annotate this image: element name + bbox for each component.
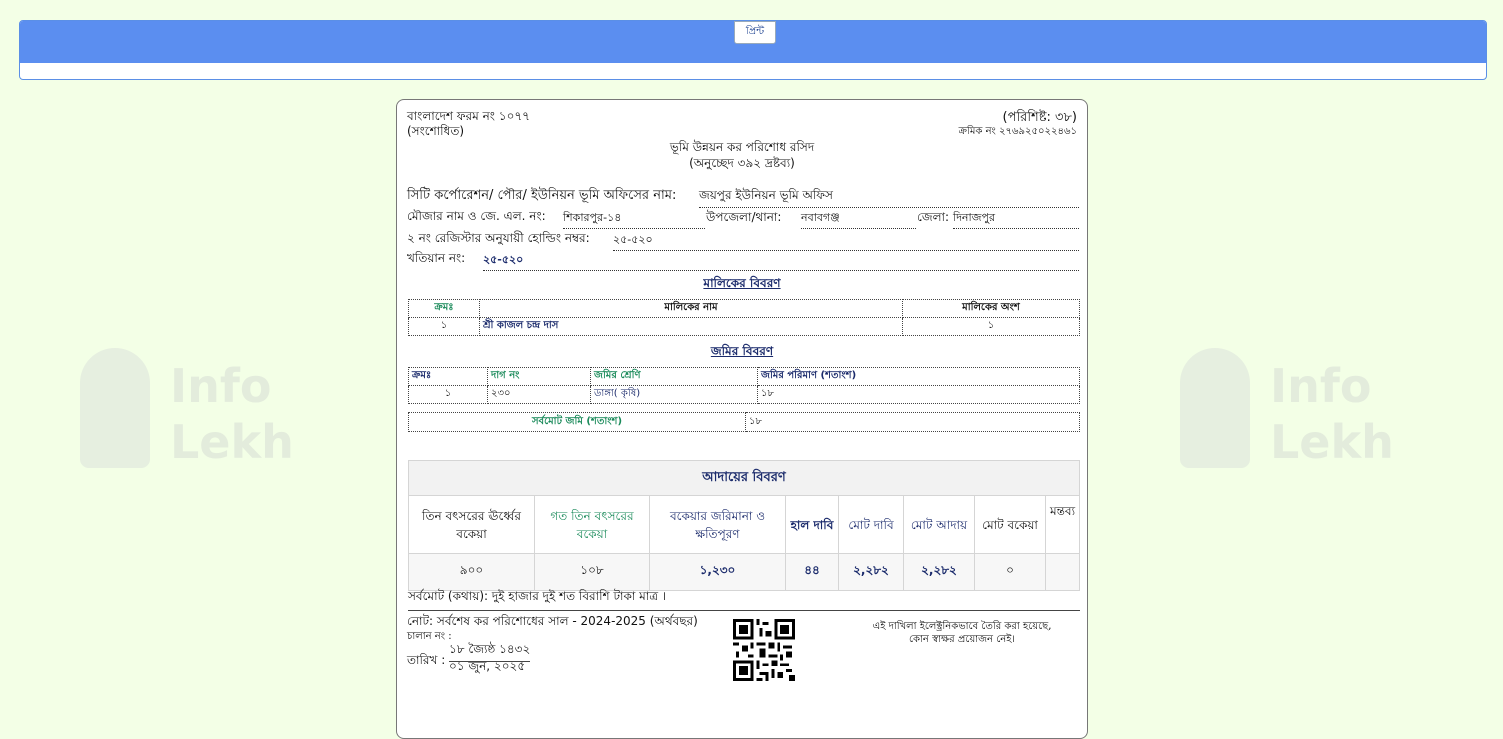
payment-note: নোট: সর্বশেষ কর পরিশোধের সাল - 2024-2025 (অর্থবছর): [407, 614, 698, 628]
pay-total-demand: ২,২৮২: [839, 554, 904, 591]
land-col-dag: দাগ নং: [488, 368, 591, 386]
khatian-value: ২৫-৫২০: [483, 251, 1079, 271]
land-table-header: [409, 368, 1080, 386]
mouza-label: মৌজার নাম ও জে. এল. নং:: [407, 209, 546, 223]
print-toolbar: [19, 20, 1487, 80]
upazila-value: নবাবগঞ্জ: [801, 209, 916, 229]
date-bangla: ১৮ জ্যৈষ্ঠ ১৪৩২: [449, 641, 530, 662]
land-amount: ১৮: [758, 386, 1080, 404]
district-value: দিনাজপুর: [953, 209, 1079, 229]
owner-share: ১: [903, 318, 1080, 336]
payment-heading: আদায়ের বিবরণ: [409, 461, 1080, 496]
total-land-label: সর্বমোট জমি (শতাংশ): [409, 413, 746, 432]
holding-value: ২৫-৫২০: [613, 231, 1079, 251]
payment-table: [408, 460, 1080, 591]
pay-last3: ১০৮: [535, 554, 650, 591]
office-label: সিটি কর্পোরেশন/ পৌর/ ইউনিয়ন ভূমি অফিসের নাম:: [407, 188, 677, 203]
print-button[interactable]: প্রিন্ট: [734, 21, 776, 44]
pay-col-last3: গত তিন বৎসরের বকেয়া: [535, 496, 650, 554]
pay-fine: ১,২৩০: [650, 554, 786, 591]
owner-col-name: মালিকের নাম: [480, 300, 903, 318]
watermark-left: Info Lekh: [170, 358, 294, 470]
owner-table: [408, 299, 1080, 336]
khatian-label: খতিয়ান নং:: [407, 251, 466, 265]
land-col-amount: জমির পরিমাণ (শতাংশ): [758, 368, 1080, 386]
holding-label: ২ নং রেজিস্টার অনুযায়ী হোল্ডিং নম্বর:: [407, 231, 590, 245]
electronic-note-line2: কোন স্বাক্ষর প্রয়োজন নেই।: [908, 634, 1016, 645]
district-label: জেলা:: [917, 210, 950, 224]
land-table: [408, 367, 1080, 404]
payment-header-row: [409, 496, 1080, 554]
upazila-label: উপজেলা/থানা:: [706, 210, 782, 224]
form-number: বাংলাদেশ ফরম নং ১০৭৭: [407, 109, 530, 123]
total-land-value: ১৮: [746, 413, 1080, 432]
receipt-title: ভূমি উন্নয়ন কর পরিশোধ রসিদ: [669, 140, 815, 154]
pay-col-total-paid: মোট আদায়: [904, 496, 975, 554]
pay-total-due: ০: [975, 554, 1046, 591]
table-row: [409, 413, 1080, 432]
land-col-class: জমির শ্রেণি: [591, 368, 758, 386]
date-label: তারিখ :: [407, 653, 446, 667]
pay-total-paid: ২,২৮২: [904, 554, 975, 591]
owner-col-share: মালিকের অংশ: [903, 300, 1080, 318]
pay-col-total-demand: মোট দাবি: [839, 496, 904, 554]
table-row: [409, 386, 1080, 404]
qr-code-icon: [733, 619, 795, 681]
electronic-note-line1: এই দাখিলা ইলেক্ট্রনিকভাবে তৈরি করা হয়েছে,: [872, 621, 1052, 632]
watermark-right: Info Lekh: [1270, 358, 1394, 470]
revised-label: (সংশোধিত): [407, 124, 465, 138]
land-col-serial: ক্রমঃ: [409, 368, 488, 386]
serial-number: ক্রমিক নং ২৭৬৯২৫০২২৪৬১: [958, 126, 1077, 137]
tax-receipt: [396, 99, 1088, 739]
pay-col-fine: বকেয়ার জরিমানা ও ক্ষতিপূরণ: [650, 496, 786, 554]
office-value: জয়পুর ইউনিয়ন ভূমি অফিস: [699, 187, 1079, 208]
mouza-value: শিকারপুর-১৪: [563, 209, 705, 229]
date-english: ০১ জুন, ২০২৫: [449, 659, 526, 673]
appendix-label: (পরিশিষ্ট: ৩৮): [1002, 110, 1077, 125]
owner-serial: ১: [409, 318, 480, 336]
receipt-subtitle: (অনুচ্ছেদ ৩৯২ দ্রষ্টব্য): [689, 156, 795, 170]
pay-col-over3: তিন বৎসরের ঊর্ধ্বের বকেয়া: [409, 496, 535, 554]
owner-table-header: [409, 300, 1080, 318]
land-heading: জমির বিবরণ: [710, 344, 774, 358]
owner-col-serial: ক্রমঃ: [409, 300, 480, 318]
land-serial: ১: [409, 386, 488, 404]
total-in-words: সর্বমোট (কথায়): দুই হাজার দুই শত বিরাশি টাকা মাত্র ।: [408, 588, 1080, 611]
owner-heading: মালিকের বিবরণ: [703, 276, 781, 290]
pay-col-current: হাল দাবি: [786, 496, 839, 554]
table-row: [409, 318, 1080, 336]
pay-current: ৪৪: [786, 554, 839, 591]
payment-title-row: [409, 461, 1080, 496]
toolbar-header: [20, 21, 1486, 63]
pay-col-remarks: মন্তব্য: [1046, 496, 1080, 554]
pay-over3: ৯০০: [409, 554, 535, 591]
total-land-table: [408, 412, 1080, 432]
pay-col-total-due: মোট বকেয়া: [975, 496, 1046, 554]
table-row: [409, 554, 1080, 591]
land-class: ডাঙ্গা( কৃষি): [591, 386, 758, 404]
land-dag: ২৩০: [488, 386, 591, 404]
challan-label: চালান নং :: [407, 631, 452, 642]
pay-remarks: [1046, 554, 1080, 591]
owner-name: শ্রী কাজল চন্দ্র দাস: [480, 318, 903, 336]
